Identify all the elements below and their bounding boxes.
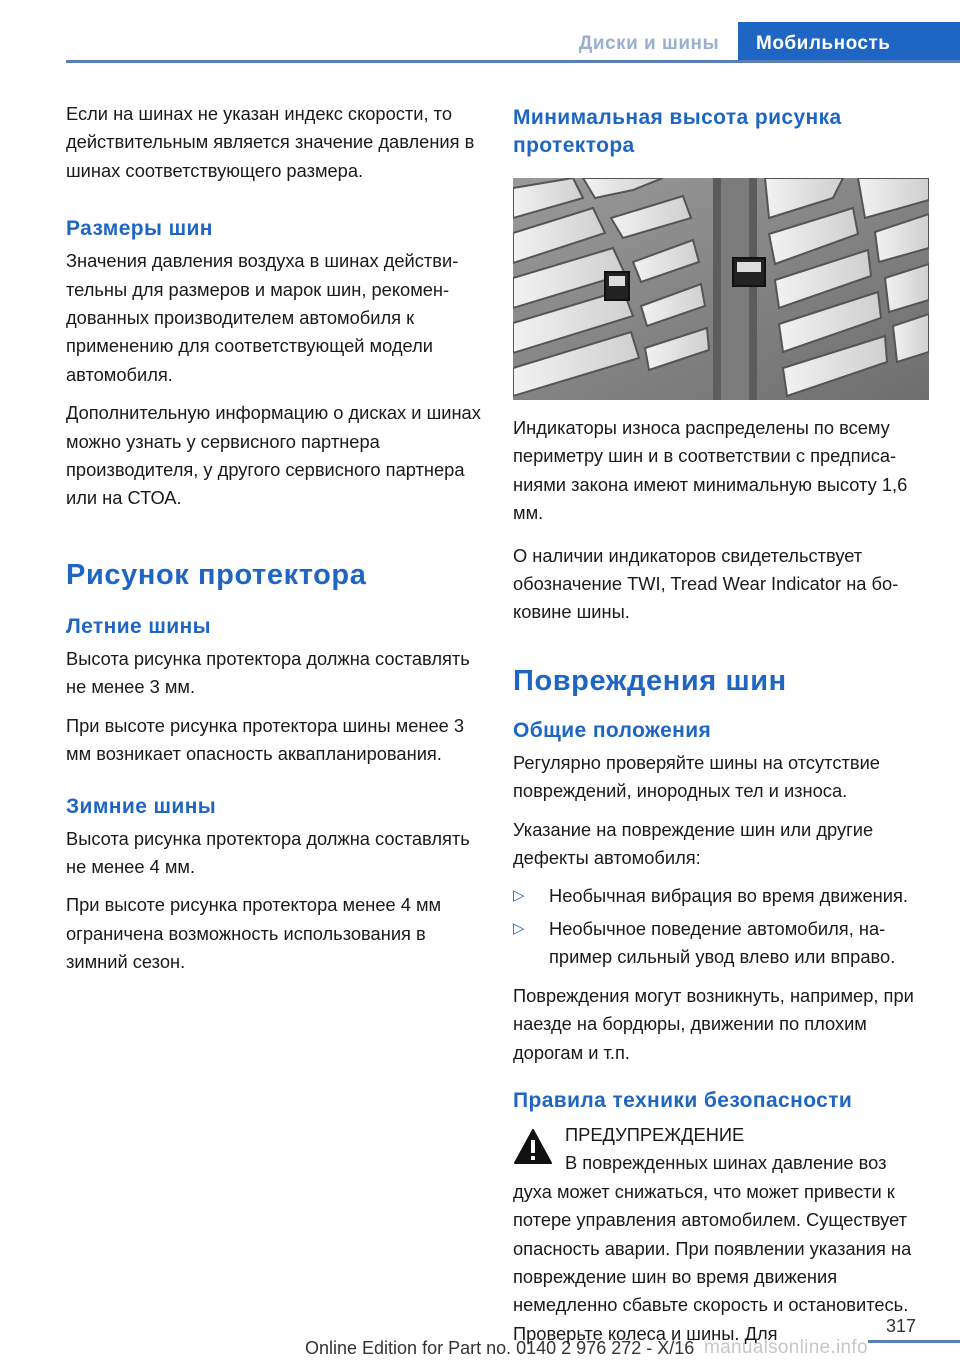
warning-text: духа может снижаться, что может привести к потере управления автомобилем. Существует опасность аварии. При появлении указания на повреждение шин во время движения немедленно сбавьте скорость и остановитесь. Проверьте колеса и шины. Для: [513, 1180, 912, 1344]
triangle-bullet-icon: ▷: [513, 887, 525, 905]
tread-wear-indicator-image: [513, 178, 929, 400]
min-tread-heading: Минимальная высота рисунка протектора: [513, 106, 842, 157]
winter-tires-paragraph-2: При высоте рисунка протектора менее 4 мм ограничена возможность использования в зимний сезон.: [66, 894, 442, 973]
list-item: [513, 882, 929, 910]
summer-tires-heading: Летние шины: [66, 614, 211, 638]
general-paragraph-2: Указание на повреждение шин или другие дефекты автомобиля:: [513, 818, 874, 869]
general-paragraph-1: Регулярно проверяйте шины на отсутствие повреждений, инородных тел и износа.: [513, 751, 880, 802]
right-column: [513, 100, 929, 1348]
list-item-text: Необычное поведение автомобиля, например сильный увод влево или вправо.: [549, 917, 896, 968]
intro-paragraph: Если на шинах не указан индекс скорости, то действительным является значение давления в шинах соответствующего размера.: [66, 103, 475, 181]
header-active-tab: Мобильность: [738, 22, 960, 63]
min-tread-paragraph-2: О наличии индикаторов свидетельствует обозначение TWI, Tread Wear Indicator на боковине шины.: [513, 544, 899, 623]
tire-sizes-paragraph-1: Значения давления воздуха в шинах действительны для размеров и марок шин, рекомендованных производителем автомобиля к применению для соответствующей модели автомобиля.: [66, 250, 459, 385]
list-item: [513, 915, 929, 972]
list-item-text: Необычная вибрация во время движения.: [549, 885, 908, 907]
winter-tires-paragraph-1: Высота рисунка протектора должна составлять не менее 4 мм.: [66, 827, 470, 877]
warning-block: [513, 1121, 929, 1348]
winter-tires-heading: Зимние шины: [66, 794, 217, 818]
general-paragraph-3: Повреждения могут возникнуть, например, при наезде на бордюры, движении по плохим дорогам и т.п.: [513, 984, 914, 1063]
left-column: [66, 100, 482, 987]
safety-rules-heading: Правила техники безопасности: [513, 1088, 853, 1112]
footer-edition-text: Online Edition for Part no. 0140 2 976 272 - X/16: [305, 1338, 695, 1358]
tire-sizes-heading: Размеры шин: [66, 217, 213, 241]
summer-tires-paragraph-1: Высота рисунка протектора должна составлять не менее 3 мм.: [66, 647, 470, 698]
tread-section-heading: Рисунок протектора: [66, 558, 367, 591]
triangle-bullet-icon: ▷: [513, 919, 525, 937]
general-provisions-heading: Общие положения: [513, 718, 712, 742]
warning-text-line-1: В поврежденных шинах давление воз: [565, 1152, 887, 1174]
footer-rule: [868, 1340, 960, 1343]
page-number: 317: [885, 1316, 916, 1336]
summer-tires-paragraph-2: При высоте рисунка протектора шины менее 3 мм возникает опасность аквапланирования.: [66, 714, 465, 765]
footer-watermark: manualsonline.info: [704, 1337, 868, 1358]
tire-sizes-paragraph-2: Дополнительную информацию о дисках и шинах можно узнать у сервисного партнера производителя, у другого сервисного партнера или на СТОА.: [66, 402, 481, 509]
tire-damage-section-heading: Повреждения шин: [513, 664, 787, 697]
warning-triangle-icon: [513, 1127, 553, 1167]
damage-signs-list: [513, 882, 929, 971]
warning-title: ПРЕДУПРЕЖДЕНИЕ: [565, 1123, 745, 1145]
header-rule: [66, 60, 960, 63]
header-section-tab: Диски и шины: [578, 33, 720, 54]
min-tread-paragraph-1: Индикаторы износа распределены по всему периметру шин и в соответствии с предписаниями закона имеют минимальную высоту 1,6 мм.: [513, 417, 908, 524]
